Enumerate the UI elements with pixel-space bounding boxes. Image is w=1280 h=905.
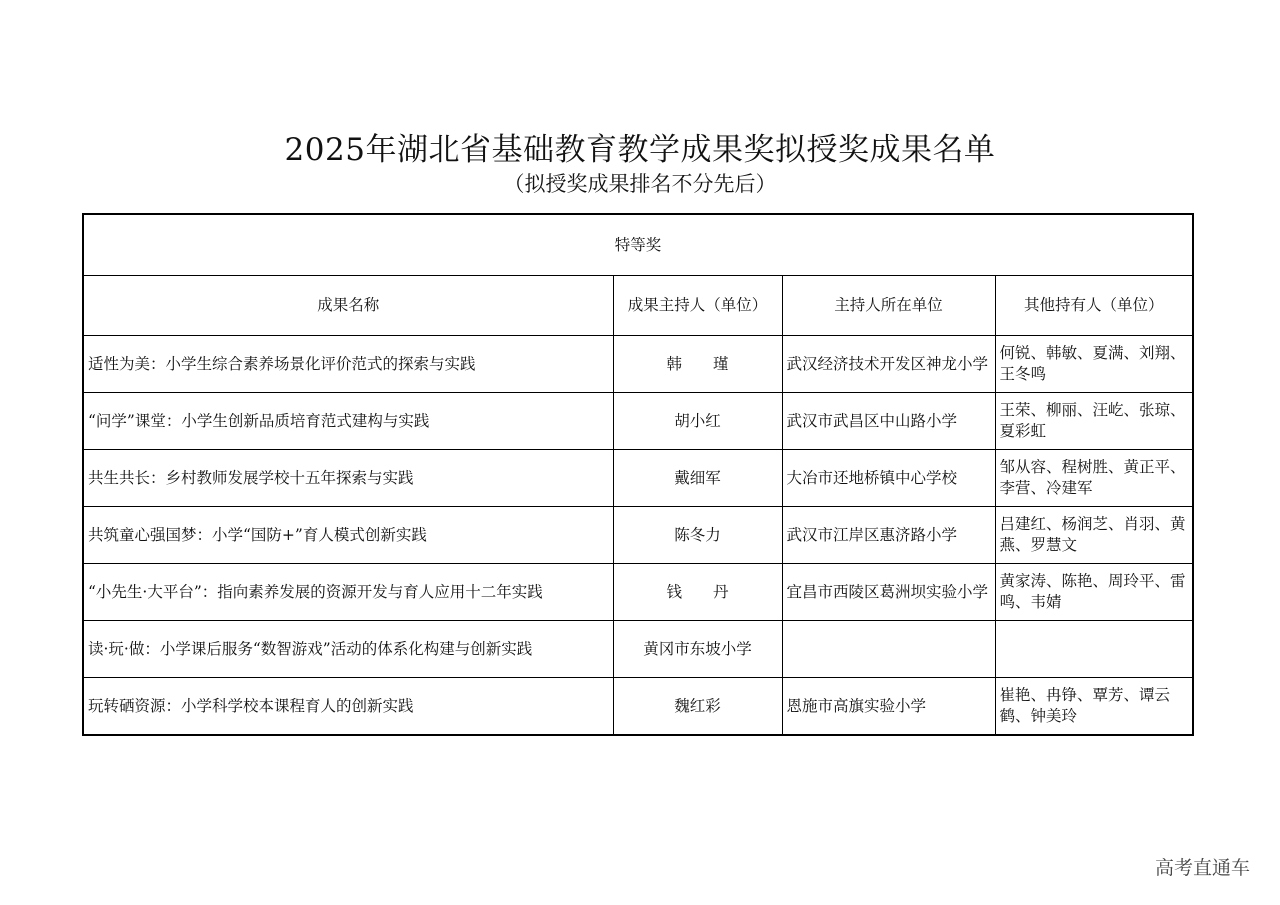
host-unit: 恩施市高旗实验小学 (782, 678, 995, 736)
award-level-heading: 特等奖 (83, 214, 1193, 276)
other-holders: 黄家涛、陈艳、周玲平、雷鸣、韦婧 (995, 564, 1193, 621)
table-row (83, 507, 1193, 564)
document-title: 2025年湖北省基础教育教学成果奖拟授奖成果名单 (284, 132, 996, 168)
achievement-name: “问学”课堂：小学生创新品质培育范式建构与实践 (83, 393, 613, 450)
award-level-row (83, 214, 1193, 276)
achievement-host: 胡小红 (613, 393, 782, 450)
table-row (83, 450, 1193, 507)
column-header-others: 其他持有人（单位） (995, 276, 1193, 336)
table-row (83, 678, 1193, 736)
achievement-name: 共生共长：乡村教师发展学校十五年探索与实践 (83, 450, 613, 507)
achievement-host: 韩 瑾 (613, 336, 782, 393)
table-row (83, 564, 1193, 621)
other-holders: 何锐、韩敏、夏满、刘翔、王冬鸣 (995, 336, 1193, 393)
host-unit: 大冶市还地桥镇中心学校 (782, 450, 995, 507)
watermark-text: 高考直通车 (1154, 857, 1250, 879)
other-holders: 崔艳、冉铮、覃芳、谭云鹤、钟美玲 (995, 678, 1193, 736)
other-holders: 王荣、柳丽、汪屹、张琼、夏彩虹 (995, 393, 1193, 450)
table-row (83, 621, 1193, 678)
achievement-name: 读·玩·做：小学课后服务“数智游戏”活动的体系化构建与创新实践 (83, 621, 613, 678)
host-unit (782, 621, 995, 678)
achievement-name: “小先生·大平台”：指向素养发展的资源开发与育人应用十二年实践 (83, 564, 613, 621)
table-row (83, 336, 1193, 393)
column-header-unit: 主持人所在单位 (782, 276, 995, 336)
achievement-name: 共筑童心强国梦：小学“国防+”育人模式创新实践 (83, 507, 613, 564)
column-header-host: 成果主持人（单位） (613, 276, 782, 336)
award-table (82, 213, 1194, 736)
achievement-host: 陈冬力 (613, 507, 782, 564)
achievement-host: 钱 丹 (613, 564, 782, 621)
achievement-host: 魏红彩 (613, 678, 782, 736)
host-unit: 宜昌市西陵区葛洲坝实验小学 (782, 564, 995, 621)
document-subtitle: （拟授奖成果排名不分先后） (503, 172, 777, 196)
host-unit: 武汉经济技术开发区神龙小学 (782, 336, 995, 393)
other-holders (995, 621, 1193, 678)
host-unit: 武汉市江岸区惠济路小学 (782, 507, 995, 564)
achievement-host: 黄冈市东坡小学 (613, 621, 782, 678)
achievement-host: 戴细军 (613, 450, 782, 507)
table-row (83, 393, 1193, 450)
achievement-name: 适性为美：小学生综合素养场景化评价范式的探索与实践 (83, 336, 613, 393)
achievement-name: 玩转硒资源：小学科学校本课程育人的创新实践 (83, 678, 613, 736)
other-holders: 吕建红、杨润芝、肖羽、黄燕、罗慧文 (995, 507, 1193, 564)
host-unit: 武汉市武昌区中山路小学 (782, 393, 995, 450)
other-holders: 邹从容、程树胜、黄正平、李营、冷建军 (995, 450, 1193, 507)
table-header-row (83, 276, 1193, 336)
column-header-name: 成果名称 (83, 276, 613, 336)
